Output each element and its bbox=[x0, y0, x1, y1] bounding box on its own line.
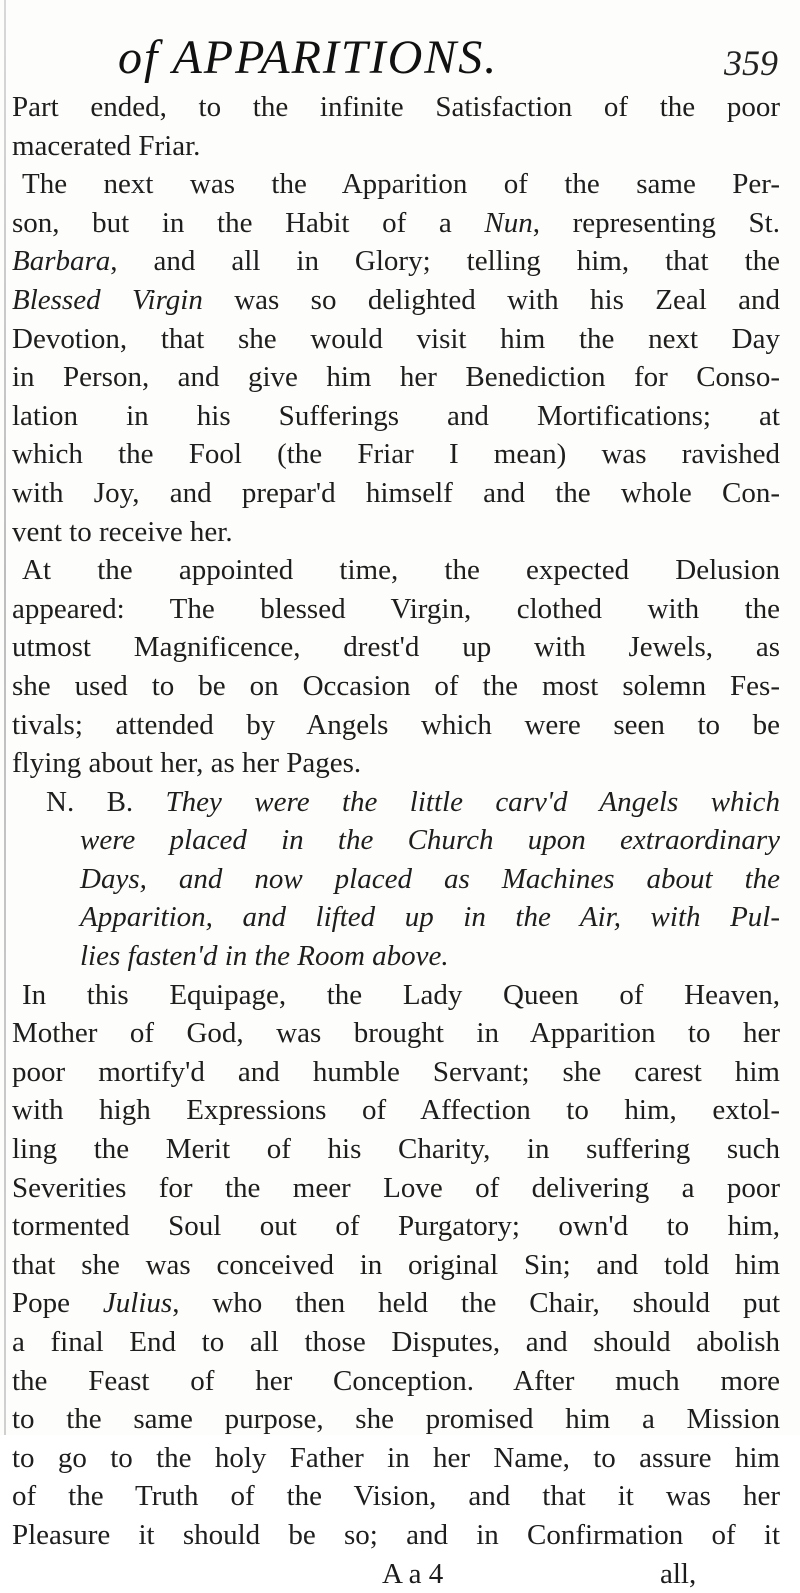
text-line bbox=[12, 667, 780, 706]
italic-text-segment: They were the little carv'd Angels which bbox=[165, 785, 780, 818]
text-line bbox=[12, 320, 780, 359]
text-line bbox=[12, 88, 780, 127]
italic-text-segment: lies fasten'd in the Room above. bbox=[80, 940, 449, 973]
text-segment: utmost Magnificence, drest'd up with Jewels, as bbox=[12, 631, 780, 664]
text-segment: in Person, and give him her Benediction for Conso- bbox=[12, 361, 780, 394]
italic-text-segment: were placed in the Church upon extraordinary bbox=[80, 824, 780, 857]
text-line bbox=[12, 242, 780, 281]
text-segment: to go to the holy Father in her Name, to assure him bbox=[12, 1441, 780, 1474]
text-segment: At the appointed time, the expected Delusion bbox=[22, 554, 780, 587]
italic-text-segment: Barbara bbox=[12, 245, 111, 278]
text-segment: poor mortify'd and humble Servant; she carest him bbox=[12, 1055, 780, 1088]
page-footer bbox=[12, 1555, 780, 1593]
text-segment: tivals; attended by Angels which were seen to be bbox=[12, 708, 780, 741]
text-segment: ling the Merit of his Charity, in suffering such bbox=[12, 1133, 780, 1166]
running-head-main: APPARITIONS. bbox=[172, 31, 499, 84]
body-text bbox=[12, 88, 780, 1593]
catchword: all, bbox=[660, 1557, 697, 1590]
text-line bbox=[12, 1091, 780, 1130]
text-line bbox=[12, 1207, 780, 1246]
text-line bbox=[12, 1362, 780, 1401]
italic-text-segment: Nun bbox=[484, 206, 533, 239]
text-line bbox=[12, 783, 780, 822]
text-line bbox=[12, 628, 780, 667]
text-segment: , who then held the Chair, should put bbox=[172, 1287, 780, 1320]
text-line bbox=[12, 1130, 780, 1169]
text-line bbox=[12, 165, 780, 204]
text-segment: , representing St. bbox=[532, 206, 780, 239]
text-line bbox=[12, 1284, 780, 1323]
text-segment: tormented Soul out of Purgatory; own'd to him, bbox=[12, 1210, 780, 1243]
text-segment: Devotion, that she would visit him the next Day bbox=[12, 322, 780, 355]
text-line bbox=[12, 1053, 780, 1092]
text-line bbox=[12, 976, 780, 1015]
text-line bbox=[12, 1014, 780, 1053]
text-segment: vent to receive her. bbox=[12, 515, 233, 548]
italic-text-segment: Days, and now placed as Machines about the bbox=[80, 862, 780, 895]
text-line bbox=[12, 744, 780, 783]
text-line bbox=[12, 860, 780, 899]
text-line bbox=[12, 1477, 780, 1516]
text-line bbox=[12, 358, 780, 397]
text-line bbox=[12, 551, 780, 590]
text-line bbox=[12, 397, 780, 436]
text-segment: , and all in Glory; telling him, that the bbox=[110, 245, 780, 278]
text-segment: lation in his Sufferings and Mortifications; at bbox=[12, 399, 780, 432]
running-head-prefix: of bbox=[118, 31, 160, 84]
text-segment: which the Fool (the Friar I mean) was ravished bbox=[12, 438, 780, 471]
text-segment: she used to be on Occasion of the most solemn Fes- bbox=[12, 669, 780, 702]
text-line bbox=[12, 821, 780, 860]
text-line bbox=[12, 590, 780, 629]
text-line bbox=[12, 281, 780, 320]
text-line bbox=[12, 204, 780, 243]
text-segment: Part ended, to the infinite Satisfaction of the poor bbox=[12, 91, 780, 123]
text-segment: Pope bbox=[12, 1287, 103, 1320]
text-segment: the Feast of her Conception. After much more bbox=[12, 1364, 780, 1397]
text-line bbox=[12, 706, 780, 745]
italic-text-segment: Apparition, and lifted up in the Air, with Pul- bbox=[80, 901, 780, 934]
text-line bbox=[12, 1439, 780, 1478]
text-line bbox=[12, 513, 780, 552]
text-segment: with Joy, and prepar'd himself and the whole Con- bbox=[12, 476, 780, 509]
text-line bbox=[12, 1323, 780, 1362]
text-segment: N. B. bbox=[46, 785, 166, 818]
text-line bbox=[12, 435, 780, 474]
text-segment: In this Equipage, the Lady Queen of Heaven, bbox=[22, 978, 780, 1011]
text-segment: macerated Friar. bbox=[12, 129, 201, 162]
text-segment: son, but in the Habit of a bbox=[12, 206, 485, 239]
text-line bbox=[12, 1400, 780, 1439]
page-number: 359 bbox=[724, 43, 778, 83]
text-line bbox=[12, 127, 780, 166]
text-segment: Pleasure it should be so; and in Confirmation of it bbox=[12, 1518, 780, 1551]
italic-text-segment: Blessed Virgin bbox=[12, 283, 203, 316]
text-line bbox=[12, 898, 780, 937]
text-segment: of the Truth of the Vision, and that it was her bbox=[12, 1480, 780, 1513]
running-head bbox=[118, 30, 778, 90]
signature-mark: A a 4 bbox=[382, 1557, 444, 1590]
text-segment: with high Expressions of Affection to him, extol- bbox=[12, 1094, 780, 1127]
text-segment: to the same purpose, she promised him a Mission bbox=[12, 1403, 780, 1436]
text-line bbox=[12, 474, 780, 513]
text-segment: was so delighted with his Zeal and bbox=[202, 283, 780, 316]
text-segment: flying about her, as her Pages. bbox=[12, 747, 362, 780]
text-line bbox=[12, 1516, 780, 1555]
text-segment: Severities for the meer Love of delivering a poor bbox=[12, 1171, 780, 1204]
running-head-title bbox=[118, 30, 498, 85]
text-line bbox=[12, 1169, 780, 1208]
text-line bbox=[12, 937, 780, 976]
page-gutter-edge bbox=[4, 0, 6, 1435]
text-segment: Mother of God, was brought in Apparition to her bbox=[12, 1017, 780, 1050]
italic-text-segment: Julius bbox=[102, 1287, 173, 1320]
text-segment: that she was conceived in original Sin; and told him bbox=[12, 1248, 780, 1281]
text-segment: a final End to all those Disputes, and should abolish bbox=[12, 1326, 780, 1358]
text-segment: The next was the Apparition of the same Per- bbox=[22, 168, 780, 201]
text-segment: appeared: The blessed Virgin, clothed with the bbox=[12, 592, 780, 625]
text-line bbox=[12, 1246, 780, 1285]
